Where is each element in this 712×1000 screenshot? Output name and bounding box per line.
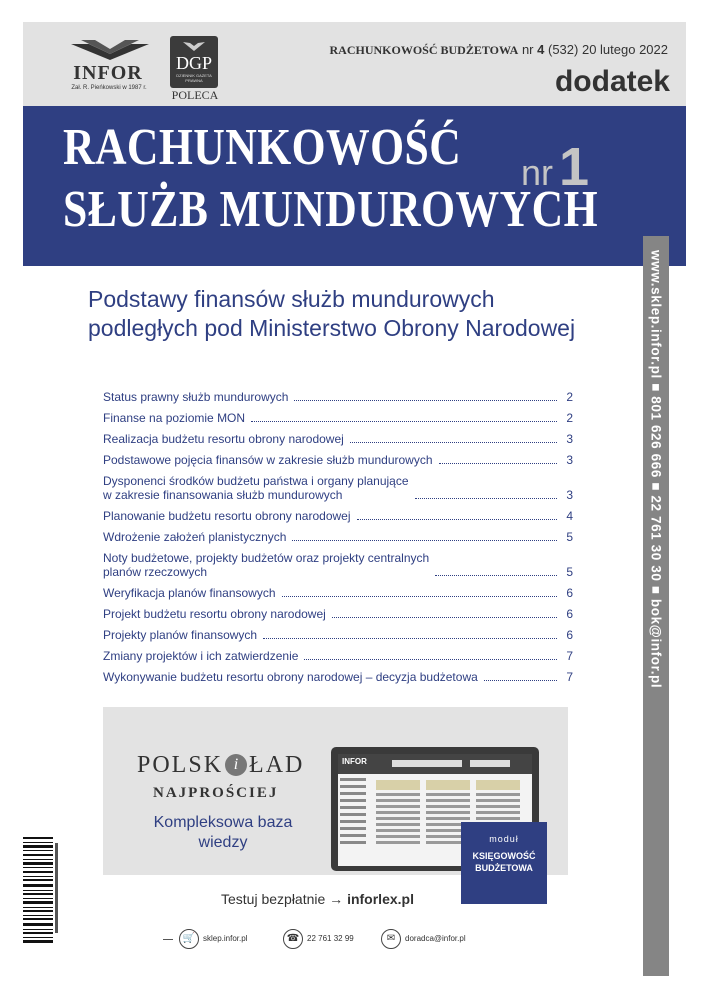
toc-entry-line: w zakresie finansowania służb mundurowych: [103, 488, 343, 502]
contact-advisor[interactable]: [381, 929, 466, 949]
toc-entry-title: [103, 530, 286, 544]
polski-lad-logo: [137, 752, 304, 779]
toc-entry: [103, 432, 573, 446]
title-number: [521, 136, 589, 198]
toc-leader-dots: [350, 442, 557, 443]
toc-entry-title: [103, 586, 276, 600]
module-badge: [461, 822, 547, 904]
supplement-label: dodatek: [554, 65, 670, 98]
toc-entry-line: Podstawowe pojęcia finansów w zakresie służb mundurowych: [103, 453, 433, 467]
toc-entry: [103, 411, 573, 425]
toc-entry: [103, 474, 573, 502]
contact-phone[interactable]: [283, 929, 354, 949]
toc-leader-dots: [435, 575, 557, 576]
toc-leader-dots: [294, 400, 557, 401]
toc-entry-title: [103, 628, 257, 642]
toc-entry: [103, 628, 573, 642]
brand-right: ŁAD: [249, 752, 305, 778]
contact-phone-text: 22 761 32 99: [307, 934, 354, 944]
sidebar-contact-text: www.sklep.infor.pl ■ 801 626 666 ■ 22 761 30 30 ■ bok@infor.pl: [648, 250, 664, 689]
toc-entry-line: Status prawny służb mundurowych: [103, 390, 289, 404]
toc-entry: [103, 530, 573, 544]
advisor-icon: ✉: [381, 929, 401, 949]
toc-entry-line: Wykonywanie budżetu resortu obrony narodowej – decyzja budżetowa: [103, 670, 478, 684]
toc-entry-line: Planowanie budżetu resortu obrony narodowej: [103, 509, 351, 523]
toc-leader-dots: [251, 421, 557, 422]
toc-page-number: 6: [566, 586, 573, 600]
ad-description: Kompleksowa baza wiedzy: [153, 814, 293, 851]
contact-shop-text: sklep.infor.pl: [203, 934, 248, 944]
toc-page-number: 2: [566, 390, 573, 404]
cta-text: Testuj bezpłatnie →: [221, 891, 344, 907]
toc-page-number: 3: [566, 488, 573, 502]
screen-select: [470, 760, 510, 767]
issue-date: 20 lutego 2022: [581, 42, 668, 57]
phone-icon: ☎: [283, 929, 303, 949]
toc-entry-title: [103, 390, 288, 404]
issue-number: 4: [537, 42, 545, 57]
toc-entry-line: Projekty planów finansowych: [103, 628, 258, 642]
toc-entry-line: Weryfikacja planów finansowych: [103, 586, 276, 600]
toc-entry-line: Wdrożenie założeń planistycznych: [103, 530, 287, 544]
toc-entry-title: [103, 411, 245, 425]
toc-entry-line: planów rzeczowych: [103, 565, 208, 579]
module-name: KSIĘGOWOŚĆ BUDŻETOWA: [472, 851, 536, 873]
issue-total: (532): [547, 42, 579, 57]
toc-page-number: 2: [566, 411, 573, 425]
toc-page-number: 7: [566, 670, 573, 684]
publication-name: RACHUNKOWOŚĆ BUDŻETOWA: [329, 43, 519, 57]
ad-contacts: [163, 929, 523, 951]
dgp-letters: DGP: [175, 53, 212, 73]
eagle-icon: [183, 40, 205, 52]
infor-founder: Zał. R. Pieńkowski w 1987 r.: [71, 85, 147, 91]
toc-entry: [103, 453, 573, 467]
toc-entry-line: Projekt budżetu resortu obrony narodowej: [103, 607, 326, 621]
toc-page-number: 5: [566, 530, 573, 544]
toc-page-number: 4: [566, 509, 573, 523]
masthead: [23, 22, 686, 106]
toc-entry-title: [103, 474, 409, 502]
toc-entry-line: Dysponenci środków budżetu państwa i organy planujące: [103, 474, 409, 488]
brand-left: POLSK: [137, 752, 224, 778]
toc-page-number: 7: [566, 649, 573, 663]
infor-wordmark: INFOR: [73, 62, 143, 84]
toc-page-number: 5: [566, 565, 573, 579]
cart-icon: 🛒: [179, 929, 199, 949]
toc-entry-title: [103, 453, 433, 467]
toc-leader-dots: [357, 519, 558, 520]
title-nr-value: 1: [559, 137, 590, 197]
barcode-icon: [21, 833, 61, 945]
toc-entry-title: [103, 649, 298, 663]
toc-leader-dots: [292, 540, 557, 541]
screen-logo: INFOR: [342, 757, 367, 766]
dgp-logo: [170, 36, 218, 88]
cta-link[interactable]: inforlex.pl: [347, 891, 414, 907]
subtitle: Podstawy finansów służb mundurowych podległych pod Ministerstwo Obrony Narodowej: [88, 286, 576, 341]
issue-info: [330, 42, 669, 58]
toc-entry: [103, 670, 573, 684]
title-nr-label: nr: [521, 152, 554, 193]
title-line-2: SŁUŻB MUNDUROWYCH: [63, 181, 598, 238]
toc-leader-dots: [415, 498, 557, 499]
toc-entry: [103, 586, 573, 600]
toc-entry-title: [103, 551, 429, 579]
toc-entry-title: [103, 670, 478, 684]
screen-search-bar: [392, 760, 462, 767]
toc-entry-line: Realizacja budżetu resortu obrony narodowej: [103, 432, 344, 446]
toc-leader-dots: [484, 680, 557, 681]
toc-leader-dots: [304, 659, 557, 660]
poleca-label: POLECA: [171, 88, 219, 102]
toc-entry: [103, 390, 573, 404]
table-of-contents: [103, 390, 573, 691]
brand-i-icon: i: [225, 754, 247, 776]
toc-leader-dots: [282, 596, 557, 597]
toc-page-number: 6: [566, 628, 573, 642]
advertisement: [103, 707, 568, 965]
issue-nr-label: nr: [521, 42, 534, 57]
contact-advisor-text: doradca@infor.pl: [405, 934, 466, 944]
ad-cta[interactable]: [221, 891, 414, 907]
dgp-name: DZIENNIK GAZETA PRAWNA: [176, 73, 212, 83]
toc-entry: [103, 649, 573, 663]
toc-entry: [103, 509, 573, 523]
toc-entry: [103, 551, 573, 579]
contact-shop[interactable]: [179, 929, 247, 949]
toc-leader-dots: [332, 617, 557, 618]
ad-tagline: NAJPROŚCIEJ: [153, 785, 279, 801]
toc-entry-line: Finanse na poziomie MON: [103, 411, 246, 425]
toc-page-number: 6: [566, 607, 573, 621]
title-band: [23, 106, 686, 266]
toc-page-number: 3: [566, 432, 573, 446]
toc-entry-line: Zmiany projektów i ich zatwierdzenie: [103, 649, 299, 663]
toc-entry: [103, 607, 573, 621]
toc-page-number: 3: [566, 453, 573, 467]
toc-entry-title: [103, 509, 351, 523]
wings-icon: [69, 40, 151, 62]
module-label: moduł: [489, 834, 519, 844]
toc-entry-title: [103, 607, 326, 621]
screen-sidebar: [340, 778, 370, 864]
screen-column-1: [376, 780, 420, 862]
toc-leader-dots: [439, 463, 558, 464]
infor-logo: [63, 40, 153, 94]
screen-header: [338, 754, 532, 774]
title-line-1: RACHUNKOWOŚĆ: [63, 119, 462, 176]
toc-entry-title: [103, 432, 344, 446]
toc-leader-dots: [263, 638, 557, 639]
toc-entry-line: Noty budżetowe, projekty budżetów oraz projekty centralnych: [103, 551, 430, 565]
